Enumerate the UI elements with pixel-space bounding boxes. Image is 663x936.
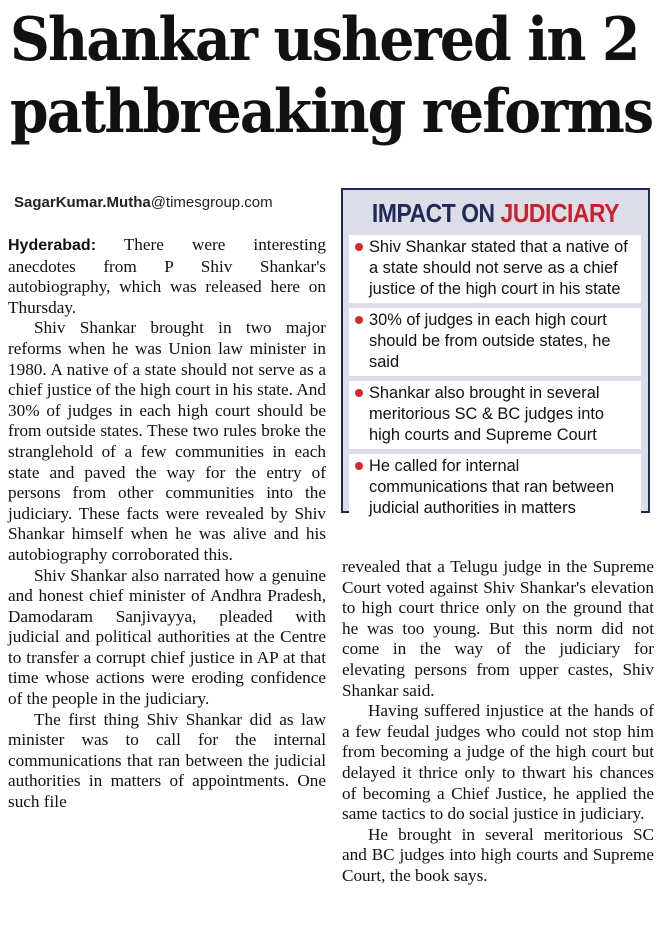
- byline: [14, 194, 273, 211]
- bullet-dot-icon: [355, 389, 363, 397]
- headline-line-2: pathbreaking reforms: [10, 77, 653, 147]
- impact-item: [349, 381, 641, 449]
- headline: [10, 4, 653, 148]
- bullet-dot-icon: [355, 462, 363, 470]
- headline-line-1: Shankar ushered in 2: [10, 5, 639, 75]
- article-paragraph: Having suffered injustice at the hands of a few feudal judges who could not stop him from becoming a judge of the high court but delayed it thrice only to thwart his chances of becoming a Chief Justice, he applied the same tactics to do social justice in judiciary.: [342, 701, 654, 824]
- impact-list: [349, 235, 641, 527]
- article-column-left: [8, 235, 326, 813]
- byline-domain: @timesgroup.com: [150, 194, 273, 211]
- impact-item-text: 30% of judges in each high court should be from outside states, he said: [369, 311, 611, 371]
- impact-box: [341, 188, 650, 517]
- impact-item: [349, 235, 641, 303]
- impact-item-text: He called for internal communications that ran between judicial authorities in matters: [369, 457, 615, 517]
- impact-item: [349, 308, 641, 376]
- impact-item: [349, 454, 641, 522]
- impact-title: [361, 198, 629, 229]
- article-paragraph: The first thing Shiv Shankar did as law minister was to call for the internal communications that ran between the judicial authorities in matters of appointments. One such file: [8, 709, 326, 812]
- impact-item-text: Shankar also brought in several meritorious SC & BC judges into high courts and Supreme Court: [369, 384, 605, 444]
- article-paragraph: He brought in several meritorious SC and BC judges into high courts and Supreme Court, the book says.: [342, 824, 654, 885]
- paragraph-text: There were interesting anecdotes from P Shiv Shankar's autobiography, which was released here on Thursday.: [8, 235, 326, 317]
- dateline: Hyderabad:: [8, 237, 97, 254]
- bullet-dot-icon: [355, 243, 363, 251]
- bullet-dot-icon: [355, 316, 363, 324]
- article-paragraph: revealed that a Telugu judge in the Supreme Court voted against Shiv Shankar's elevation to high court thrice only on the ground that he was too young. But this norm did not come in the way of the judiciary for elevating persons from upper castes, Shiv Shankar said.: [342, 557, 654, 700]
- article-paragraph: Shiv Shankar brought in two major reforms when he was Union law minister in 1980. A native of a state should not serve as a chief justice of the high court in his state. And 30% of judges in each high court should be from outside states. These two rules broke the stranglehold of a few communities in each state and paved the way for the entry of persons from other communities into the judiciary. These facts were revealed by Shiv Shankar himself when he was alive and his autobiography corroborated this.: [8, 318, 326, 564]
- article-column-right: [342, 557, 654, 887]
- impact-title-prefix: IMPACT ON: [371, 198, 501, 228]
- article-paragraph: [8, 235, 326, 318]
- byline-name: SagarKumar.Mutha: [14, 194, 151, 211]
- impact-title-accent: JUDICIARY: [500, 198, 620, 228]
- impact-item-text: Shiv Shankar stated that a native of a state should not serve as a chief justice of the high court in his state: [369, 238, 628, 298]
- article-paragraph: Shiv Shankar also narrated how a genuine and honest chief minister of Andhra Pradesh, Damodaram Sanjivayya, pleaded with judicial and political authorities at the Centre to transfer a corrupt chief justice in AP at that time whose actions were eroding confidence of the people in the judiciary.: [8, 565, 326, 709]
